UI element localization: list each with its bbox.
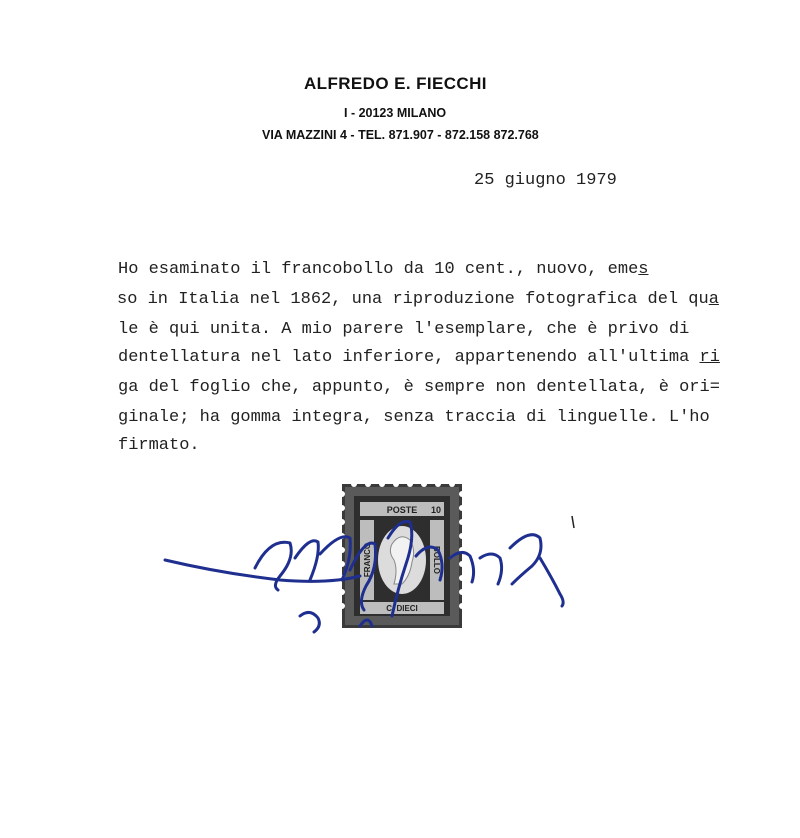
body-line-6: ginale; ha gomma integra, senza traccia di linguelle. L'ho: [118, 408, 710, 427]
body-line-1-underlined: s: [638, 260, 649, 279]
stamp-left-text: FRANCO: [363, 542, 372, 578]
body-line-7: firmato.: [118, 436, 200, 455]
body-line-2: [117, 288, 719, 312]
stamp-bottom-text: C. DIECI: [386, 604, 418, 613]
body-line-3: le è qui unita. A mio parere l'esemplare, che è privo di: [118, 320, 690, 339]
body-line-4: [118, 346, 720, 370]
body-line-1: [118, 258, 649, 282]
body-line-4-text: dentellatura nel lato inferiore, appartenendo all'ultima: [118, 348, 700, 367]
body-line-2-text: so in Italia nel 1862, una riproduzione fotografica del qu: [117, 290, 709, 309]
letterhead-address: VIA MAZZINI 4 - TEL. 871.907 - 872.158 872.768: [262, 128, 539, 142]
body-line-5: ga del foglio che, appunto, è sempre non dentellata, è ori=: [118, 378, 720, 397]
body-line-2-underlined: a: [708, 290, 719, 309]
handwritten-signature: [160, 498, 590, 648]
stamp-top-text: POSTE: [386, 505, 418, 515]
letterhead-name: ALFREDO E. FIECCHI: [304, 74, 487, 93]
stamp-value: 10: [430, 505, 442, 515]
body-line-1-text: Ho esaminato il francobollo da 10 cent., nuovo, eme: [118, 260, 639, 279]
letter-date: 25 giugno 1979: [474, 171, 617, 190]
body-line-4-underlined: ri: [699, 348, 720, 367]
letterhead-city: I - 20123 MILANO: [344, 106, 447, 120]
stamp-right-text: BOLLO: [432, 546, 441, 574]
